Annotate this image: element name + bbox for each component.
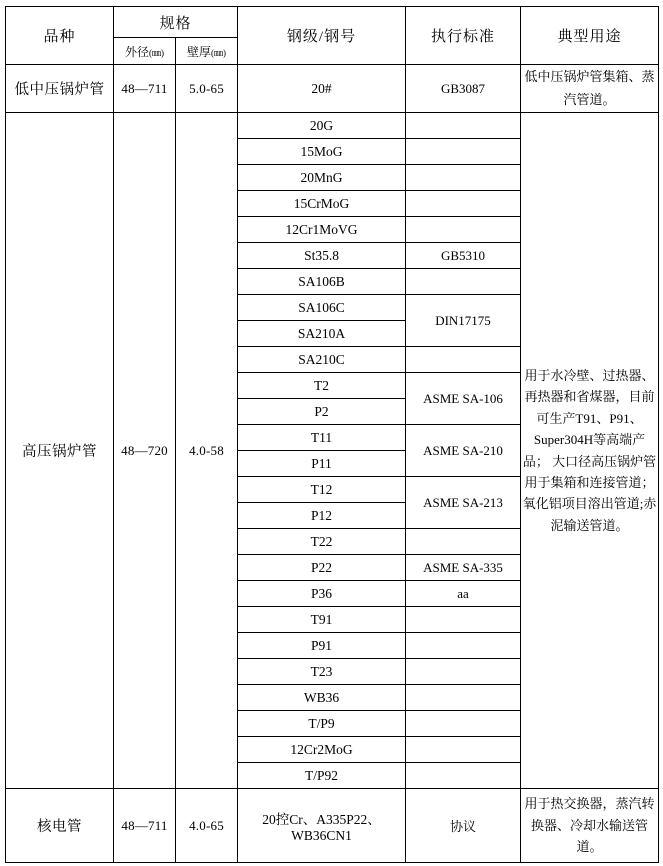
cell-grade: T/P92 xyxy=(238,763,406,789)
cell-standard xyxy=(406,607,521,633)
header-outer-diameter-unit: (㎜) xyxy=(149,47,164,58)
header-usage: 典型用途 xyxy=(521,7,659,65)
cell-grade: P36 xyxy=(238,581,406,607)
cell-standard: 协议 xyxy=(406,789,521,863)
cell-grade: P11 xyxy=(238,451,406,477)
cell-standard xyxy=(406,711,521,737)
cell-standard xyxy=(406,165,521,191)
cell-standard xyxy=(406,763,521,789)
cell-grade: P91 xyxy=(238,633,406,659)
cell-grade: SA210C xyxy=(238,347,406,373)
cell-grade: WB36 xyxy=(238,685,406,711)
cell-grade: SA210A xyxy=(238,321,406,347)
cell-standard xyxy=(406,685,521,711)
cell-standard: GB3087 xyxy=(406,65,521,113)
cell-variety: 低中压锅炉管 xyxy=(6,65,114,113)
cell-standard: ASME SA-210 xyxy=(406,425,521,477)
cell-standard xyxy=(406,113,521,139)
table-body xyxy=(6,65,659,863)
cell-grade: 15MoG xyxy=(238,139,406,165)
header-outer-diameter-label: 外径 xyxy=(124,44,149,59)
cell-grade: 20G xyxy=(238,113,406,139)
table-row xyxy=(6,65,659,113)
header-standard: 执行标准 xyxy=(406,7,521,65)
cell-wall-thickness: 5.0-65 xyxy=(176,65,238,113)
cell-standard xyxy=(406,191,521,217)
cell-grade: T91 xyxy=(238,607,406,633)
header-wall-thickness xyxy=(176,38,238,65)
cell-grade: 20# xyxy=(238,65,406,113)
cell-outer-diameter: 48—711 xyxy=(114,65,176,113)
cell-grade: T/P9 xyxy=(238,711,406,737)
cell-grade: 15CrMoG xyxy=(238,191,406,217)
cell-usage: 低中压锅炉管集箱、蒸汽管道。 xyxy=(521,65,659,113)
cell-standard xyxy=(406,139,521,165)
cell-grade: P2 xyxy=(238,399,406,425)
cell-standard: aa xyxy=(406,581,521,607)
cell-grade: T23 xyxy=(238,659,406,685)
steel-pipe-spec-table xyxy=(5,6,659,863)
cell-grade: St35.8 xyxy=(238,243,406,269)
cell-standard xyxy=(406,633,521,659)
cell-grade: SA106C xyxy=(238,295,406,321)
cell-standard: GB5310 xyxy=(406,243,521,269)
header-variety: 品种 xyxy=(6,7,114,65)
cell-outer-diameter: 48—720 xyxy=(114,113,176,789)
header-row-main xyxy=(6,7,659,38)
table-row xyxy=(6,789,659,863)
header-spec: 规格 xyxy=(114,7,238,38)
cell-standard xyxy=(406,269,521,295)
cell-standard: ASME SA-106 xyxy=(406,373,521,425)
cell-grade: 20MnG xyxy=(238,165,406,191)
table-row xyxy=(6,113,659,139)
cell-standard: ASME SA-213 xyxy=(406,477,521,529)
cell-variety: 高压锅炉管 xyxy=(6,113,114,789)
cell-grade: T22 xyxy=(238,529,406,555)
cell-wall-thickness: 4.0-58 xyxy=(176,113,238,789)
cell-standard xyxy=(406,659,521,685)
header-outer-diameter xyxy=(114,38,176,65)
cell-wall-thickness: 4.0-65 xyxy=(176,789,238,863)
cell-grade: T11 xyxy=(238,425,406,451)
cell-grade: T2 xyxy=(238,373,406,399)
cell-grade: T12 xyxy=(238,477,406,503)
header-wall-thickness-label: 壁厚 xyxy=(187,44,212,59)
cell-standard xyxy=(406,217,521,243)
cell-standard xyxy=(406,529,521,555)
cell-standard: DIN17175 xyxy=(406,295,521,347)
cell-usage: 用于热交换器，蒸汽转换器、冷却水输送管道。 xyxy=(521,789,659,863)
cell-grade: P12 xyxy=(238,503,406,529)
cell-variety: 核电管 xyxy=(6,789,114,863)
cell-standard: ASME SA-335 xyxy=(406,555,521,581)
cell-grade: 20控Cr、A335P22、WB36CN1 xyxy=(238,789,406,863)
cell-grade: SA106B xyxy=(238,269,406,295)
cell-standard xyxy=(406,737,521,763)
cell-grade: 12Cr2MoG xyxy=(238,737,406,763)
header-grade: 钢级/钢号 xyxy=(238,7,406,65)
cell-grade: P22 xyxy=(238,555,406,581)
cell-outer-diameter: 48—711 xyxy=(114,789,176,863)
cell-grade: 12Cr1MoVG xyxy=(238,217,406,243)
table-header xyxy=(6,7,659,65)
cell-usage: 用于水冷壁、过热器、再热器和省煤器，目前 可生产T91、P91、Super304H等高端产品； 大口径高压锅炉管用于集箱和连接管道；氧化铝项目溶出管道;赤泥输送管道。 xyxy=(521,113,659,789)
cell-standard xyxy=(406,347,521,373)
header-wall-thickness-unit: (㎜) xyxy=(211,47,227,58)
